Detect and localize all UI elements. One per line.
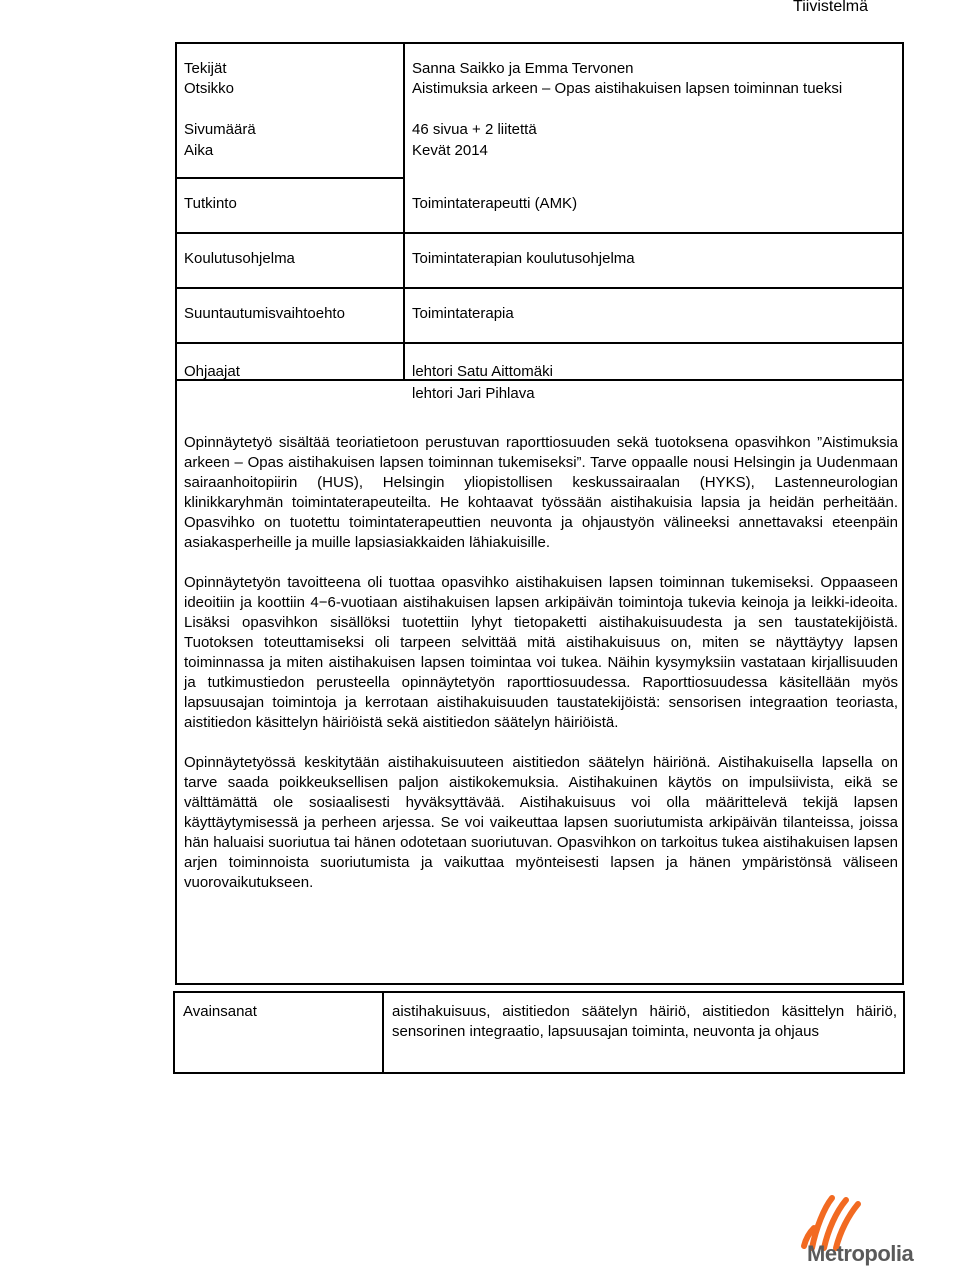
pages-value: 46 sivua + 2 liitettä xyxy=(412,121,537,138)
keywords-value: aistihakuisuus, aistitiedon säätelyn häiriö, aistitiedon käsittelyn häiriö, sensorinen integraatio, lapsuusajan toiminta, neuvonta ja ohjaus xyxy=(392,1003,897,1040)
column-divider xyxy=(403,44,405,381)
metropolia-logo-text: Metropolia xyxy=(807,1241,914,1266)
abstract-paragraph-2: Opinnäytetyön tavoitteena oli tuottaa opasvihko aistihakuisen lapsen toiminnan tukemiseksi. Oppaaseen ideoitiin ja koottiin 4−6-vuotiaan aistihakuisen lapsen arkipäivän toimintoja tukevia keinoja ja leikki-ideoita. Lisäksi opasvihkon sisällöksi tuotettiin lyhyt tietopaketti aistihakuisuudesta ja sen taustatekijöistä. Tuotoksen toteuttamiseksi oli tarpeen selvittää mitä aistihakuisuus on, miten se näyttäytyy lapsen toiminnassa ja miten aistihakuisen lapsen toimintaa voi tukea. Näihin kysymyksiin vastataan kirjallisuuden ja tutkimustiedon perusteella opinnäytetyön raporttiosuudessa. Raporttiosuudessa käsitellään myös lapsuusajan toimintoja ja kerrotaan aistihakuisuuden taustatekijöistä: sensorisen integraation teoriasta, aistitiedon käsittelyn häiriöistä sekä aistitiedon säätelyn häiriöistä. xyxy=(184,574,898,731)
column-divider xyxy=(382,993,384,1072)
pages-label: Sivumäärä xyxy=(184,121,256,138)
authors-label: Tekijät xyxy=(184,60,227,77)
programme-label: Koulutusohjelma xyxy=(184,250,295,267)
keywords-table xyxy=(173,991,905,1074)
time-label: Aika xyxy=(184,142,214,159)
programme-value: Toimintaterapian koulutusohjelma xyxy=(412,250,635,267)
title-value: Aistimuksia arkeen – Opas aistihakuisen lapsen toiminnan tueksi xyxy=(412,80,843,97)
abstract-text xyxy=(184,433,898,913)
abstract-paragraph-3: Opinnäytetyössä keskitytään aistihakuisuuteen aistitiedon säätelyn häiriönä. Aistihakuisella lapsella on tarve saada poikkeuksellisen paljon aistikokemuksia. Aistihakuinen käytös on impulsiivista, eikä se välttämättä ole sosiaalisesti hyväksyttävää. Aistihakuisuus voi olla määrittelevä tekijä lapsen käyttäytymisessä ja perheen arjessa. Se voi vaikeuttaa lapsen suoriutumista arkipäivän tilanteissa, joissa hän haluaisi suoriutua tai hänen odotetaan suoriutuvan. Opasvihkon on tarkoitus tukea aistihakuisen lapsen arjen toiminnoista suoriutumista ja vaikuttaa myönteisesti lapsen ja hänen ympäristönsä väliseen vuorovaikutukseen. xyxy=(184,754,898,891)
instructor-2: lehtori Jari Pihlava xyxy=(412,385,535,402)
specialisation-label: Suuntautumisvaihtoehto xyxy=(184,305,345,322)
row-divider xyxy=(177,232,902,234)
row-divider xyxy=(177,287,902,289)
keywords-label: Avainsanat xyxy=(183,1003,257,1020)
title-label: Otsikko xyxy=(184,80,235,97)
abstract-info-table xyxy=(175,42,904,985)
degree-label: Tutkinto xyxy=(184,195,237,212)
row-divider xyxy=(177,177,405,179)
degree-value: Toimintaterapeutti (AMK) xyxy=(412,195,578,212)
specialisation-value: Toimintaterapia xyxy=(412,305,514,322)
page-header-title: Tiivistelmä xyxy=(793,0,868,15)
row-divider xyxy=(177,342,902,344)
time-value: Kevät 2014 xyxy=(412,142,488,159)
authors-value: Sanna Saikko ja Emma Tervonen xyxy=(412,60,634,77)
instructor-1: lehtori Satu Aittomäki xyxy=(412,363,553,380)
instructors-label: Ohjaajat xyxy=(184,363,240,380)
abstract-paragraph-1: Opinnäytetyö sisältää teoriatietoon perustuvan raporttiosuuden sekä tuotoksena opasvihkon ”Aistimuksia arkeen – Opas aistihakuisen lapsen toiminnan tukemiseksi”. Tarve oppaalle nousi Helsingin ja Uudenmaan sairaanhoitopiirin (HUS), Helsingin yliopistollisen keskussairaalan (HYKS), Lastenneurologian klinikkaryhmän toimintaterapeuteilta. He kohtaavat työssään aistihakuisia lapsia ja heidän perheitään. Opasvihko on tuotettu toimintaterapeuttien neuvonta ja ohjaustyön välineeksi annettavaksi eteenpäin asiakasperheille ja muille lapsiasiakkaiden lähiakuisille. xyxy=(184,434,898,551)
